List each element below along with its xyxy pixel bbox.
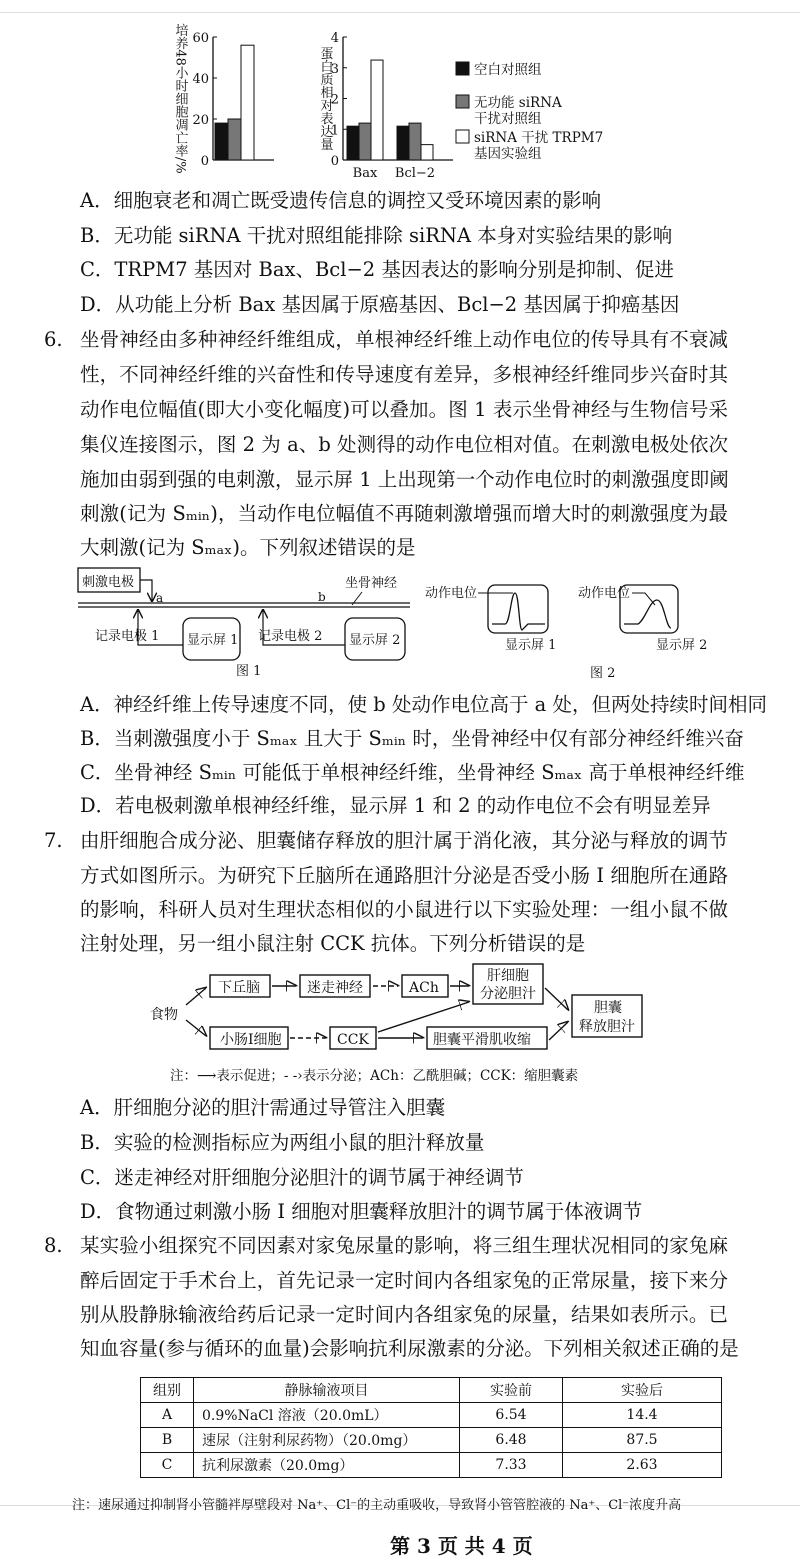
question-7-stem: 注射处理，另一组小鼠注射 CCK 抗体。下列分析错误的是 [80,932,586,955]
vagus-nerve-box: 迷走神经 [307,980,363,996]
action-potential-label-1: 动作电位 [425,586,478,601]
y-tick-label: 0 [330,154,339,169]
option: D．从功能上分析 Bax 基因属于原癌基因、Bcl−2 基因属于抑癌基因 [80,293,680,316]
bar [241,45,254,160]
hypothalamus-box: 下丘脑 [218,980,260,996]
option: D．若电极刺激单根神经纤维，显示屏 1 和 2 的动作电位不会有明显差异 [80,794,711,817]
option: C．TRPM7 基因对 Bax、Bcl−2 基因表达的影响分别是抑制、促进 [80,258,674,281]
figure-1-caption: 图 1 [236,664,262,679]
option: B．当刺激强度小于 Sₘₐₓ 且大于 Sₘᵢₙ 时，坐骨神经中仅有部分神经纤维兴奋 [80,727,744,750]
bar [421,145,433,160]
figure-2-caption: 图 2 [590,666,616,681]
option: C．坐骨神经 Sₘᵢₙ 可能低于单根神经纤维，坐骨神经 Sₘₐₓ 高于单根神经纤维 [80,761,745,784]
question-7-stem: 的影响，科研人员对生理状态相似的小鼠进行以下实验处理：一组小鼠不做 [80,898,728,921]
question-8-number: 8. [44,1234,63,1257]
diagram-legend-note: 注：⟶表示促进；- -›表示分泌；ACh：乙酰胆碱；CCK：缩胆囊素 [170,1068,579,1084]
gallbladder-box-line1: 胆囊 [594,1000,622,1016]
question-6-stem: 坐骨神经由多种神经纤维组成，单根神经纤维上动作电位的传导具有不衰减 [80,328,728,351]
header-infusion: 静脉输液项目 [194,1378,460,1403]
question-6-stem: 刺激(记为 Sₘᵢₙ)，当动作电位幅值不再随刺激增强而增大时的刺激强度为最 [80,502,728,525]
point-a: a [156,591,164,605]
action-potential-label-2: 动作电位 [578,586,631,601]
legend-swatch [456,95,469,108]
bar [397,126,409,160]
bar [359,123,371,160]
screen-2-label: 显示屏 2 [349,633,401,648]
question-6-number: 6. [44,328,63,351]
bar [215,123,228,160]
action-potential-trace-2 [624,600,671,628]
question-6-stem: 性，不同神经纤维的兴奋性和传导速度有差异，多根神经纤维同步兴奋时其 [80,363,728,386]
option: C．迷走神经对肝细胞分泌胆汁的调节属于神经调节 [80,1166,524,1189]
apoptosis-bar-charts [0,0,800,190]
y-tick-label: 3 [330,61,339,77]
gallbladder-box-line2: 释放胆汁 [579,1019,635,1035]
y-tick-label: 2 [330,92,339,108]
legend-label: 无功能 siRNA [474,95,562,111]
option: A．细胞衰老和凋亡既受遗传信息的调控又受环境因素的影响 [80,189,602,212]
chart-legend [456,62,603,162]
option: B．实验的检测指标应为两组小鼠的胆汁释放量 [80,1131,485,1154]
question-8-stem: 别从股静脉输液给药后记录一定时间内各组家兔的尿量，结果如表所示。已 [80,1303,728,1326]
y-tick-label: 0 [200,154,209,169]
option: D．食物通过刺激小肠 I 细胞对胆囊释放胆汁的调节属于体液调节 [80,1200,643,1223]
x-category-label: Bcl−2 [394,166,436,181]
legend-label: 基因实验组 [474,146,542,162]
y-tick-label: 60 [192,31,209,46]
liver-cell-box-line1: 肝细胞 [487,968,529,984]
recording-electrode-2-label: 记录电极 2 [258,629,323,644]
option: B．无功能 siRNA 干扰对照组能排除 siRNA 本身对实验结果的影响 [80,224,673,247]
question-6-stem: 集仪连接图示，图 2 为 a、b 处测得的动作电位相对值。在刺激电极处依次 [80,433,728,456]
legend-swatch [456,130,469,143]
point-b: b [318,590,326,604]
table-row: C 抗利尿激素（20.0mg） 7.33 2.63 [141,1453,722,1478]
recording-electrode-1-label: 记录电极 1 [95,629,160,644]
liver-cell-box-line2: 分泌胆汁 [480,986,536,1002]
legend-swatch [456,62,469,75]
y-tick-label: 1 [330,123,339,139]
gallbladder-muscle-box: 胆囊平滑肌收缩 [433,1032,531,1048]
table-note: 注：速尿通过抑制肾小管髓袢厚壁段对 Na⁺、Cl⁻的主动重吸收，导致肾小管管腔液的 Na⁺、Cl⁻浓度升高 [72,1498,682,1513]
stimulating-electrode-label: 刺激电极 [82,575,135,590]
bar [371,60,383,160]
cck-box: CCK [337,1032,369,1048]
bar [228,119,241,160]
rabbit-urine-table [140,1377,722,1478]
y-tick-label: 4 [330,31,339,46]
intestine-i-cell-box: 小肠I细胞 [220,1032,282,1048]
question-7-stem: 由肝细胞合成分泌、胆囊储存释放的胆汁属于消化液，其分泌与释放的调节 [80,829,728,852]
header-after: 实验后 [563,1378,722,1403]
question-8-stem: 醉后固定于手术台上，首先记录一定时间内各组家兔的正常尿量，接下来分 [80,1269,728,1292]
y-tick-label: 40 [192,72,209,87]
option: A．神经纤维上传导速度不同，使 b 处动作电位高于 a 处，但两处持续时间相同 [80,693,767,716]
page-footer: 第 3 页 共 4 页 [390,1534,533,1558]
header-before: 实验前 [460,1378,563,1403]
y-axis-label: 蛋白质相对表达量 [317,46,333,151]
table-header-row [141,1378,722,1403]
question-8-stem: 知血容量(参与循环的血量)会影响抗利尿激素的分泌。下列相关叙述正确的是 [80,1337,739,1360]
legend-label: 干扰对照组 [474,111,542,127]
action-potential-trace-1 [492,593,545,630]
legend-label: 空白对照组 [474,62,542,78]
y-axis-label: 培养48小时细胞凋亡率/% [172,23,188,174]
figure-2 [425,585,707,681]
y-tick-label: 20 [192,113,209,128]
x-category-label: Bax [352,166,378,181]
table-row: B 速尿（注射利尿药物）（20.0mg） 6.48 87.5 [141,1428,722,1453]
ach-box: ACh [409,980,439,996]
chart-protein-expression [318,31,454,181]
figure-1 [78,568,410,679]
question-6-stem: 大刺激(记为 Sₘₐₓ)。下列叙述错误的是 [80,536,416,559]
bar [347,126,359,160]
screen-1-caption: 显示屏 1 [505,638,557,653]
chart-apoptosis-rate [173,23,275,173]
header-group: 组别 [141,1378,194,1403]
table-row: A 0.9%NaCl 溶液（20.0mL） 6.54 14.4 [141,1403,722,1428]
question-6-stem: 动作电位幅值(即大小变化幅度)可以叠加。图 1 表示坐骨神经与生物信号采 [80,398,728,421]
screen-2-caption: 显示屏 2 [656,638,708,653]
sciatic-nerve-label: 坐骨神经 [345,576,398,591]
question-6-stem: 施加由弱到强的电刺激，显示屏 1 上出现第一个动作电位时的刺激强度即阈 [80,468,729,491]
question-7-stem: 方式如图所示。为研究下丘脑所在通路胆汁分泌是否受小肠 I 细胞所在通路 [80,864,728,887]
legend-label: siRNA 干扰 TRPM7 [474,130,604,146]
screen-1-label: 显示屏 1 [187,633,239,648]
food-label: 食物 [150,1007,178,1023]
question-7-number: 7. [44,829,63,852]
option: A．肝细胞分泌的胆汁需通过导管注入胆囊 [80,1096,446,1119]
question-8-stem: 某实验小组探究不同因素对家兔尿量的影响，将三组生理状况相同的家兔麻 [80,1234,728,1257]
bar [409,123,421,160]
figure-1-2 [0,560,800,690]
